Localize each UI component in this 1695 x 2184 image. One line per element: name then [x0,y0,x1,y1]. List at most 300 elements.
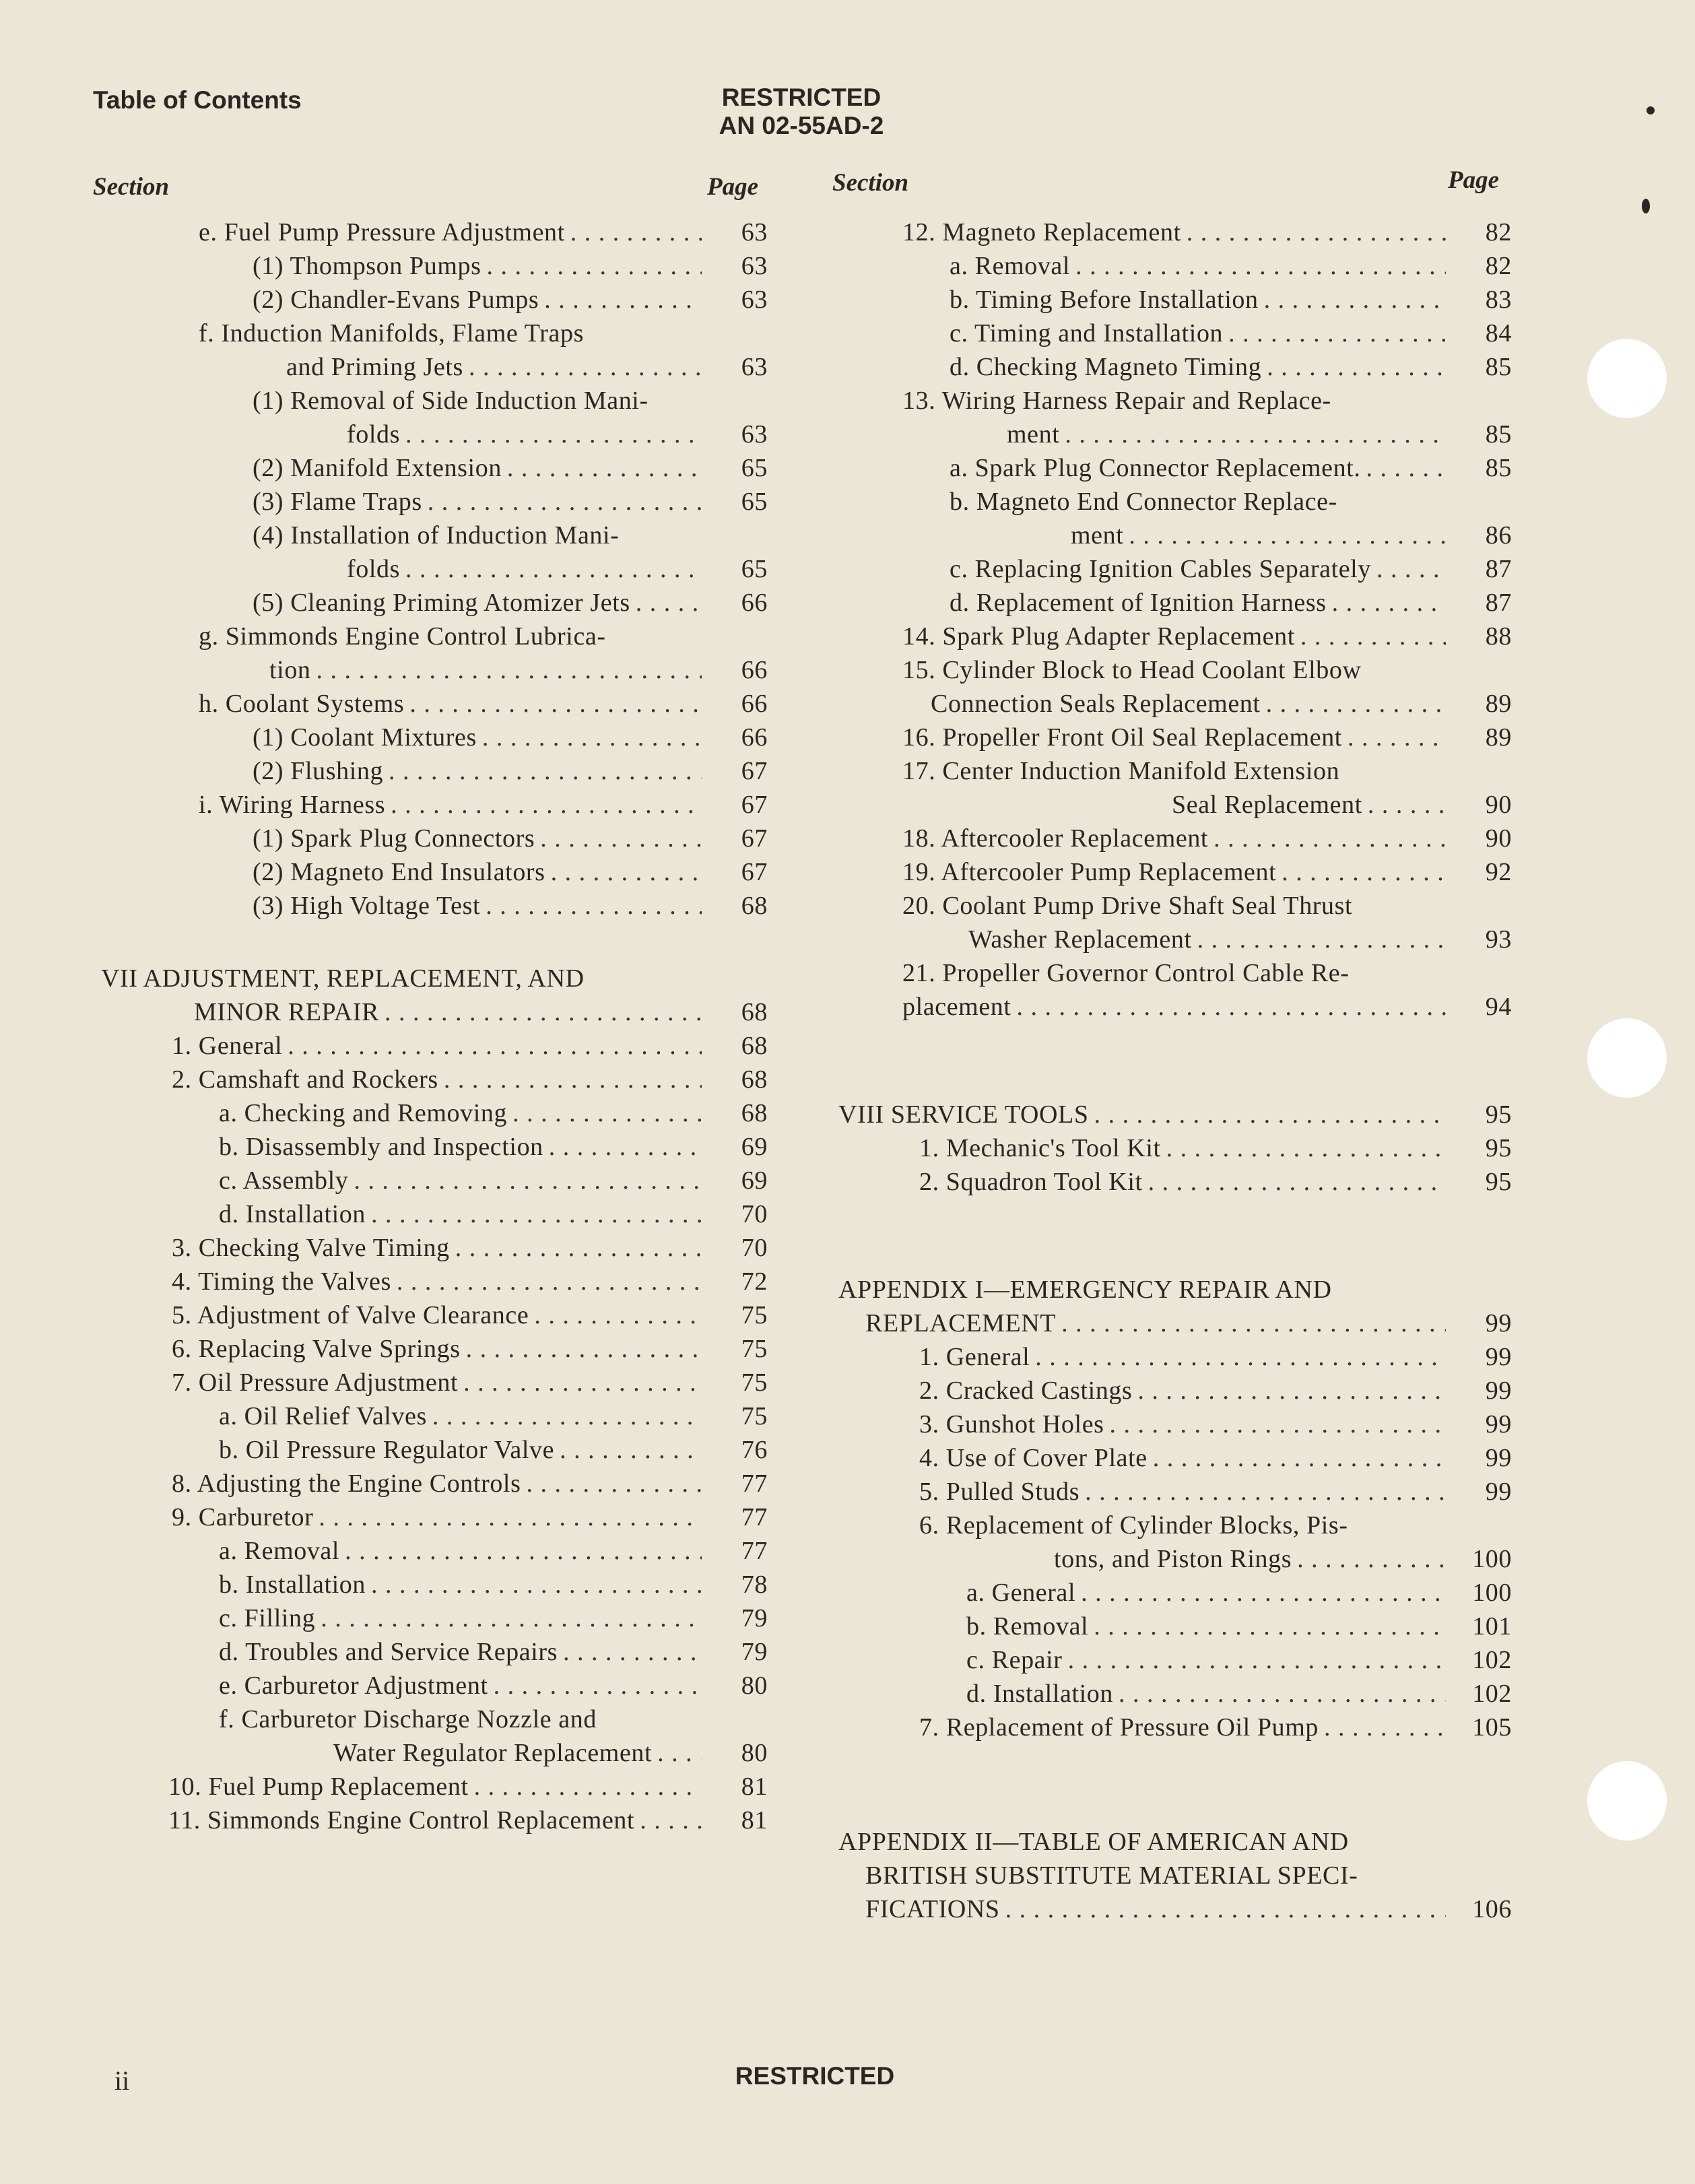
toc-entry-title: 3. Gunshot Holes [919,1410,1104,1438]
dot-leader [1376,552,1446,586]
dot-leader [397,1265,702,1298]
toc-entry-title: b. Disassembly and Inspection [219,1133,543,1161]
toc-entry-title: 4. Use of Cover Plate [919,1444,1148,1472]
toc-entry [838,552,1512,586]
toc-entry-title: g. Simmonds Engine Control Lubrica- [199,622,606,651]
toc-page-number: 63 [741,420,768,449]
toc-entry [838,216,1512,249]
dot-leader [1332,586,1446,620]
classification-header [673,84,929,140]
dot-leader [469,350,702,384]
toc-entry [101,1467,768,1500]
toc-page-number: 99 [1485,1309,1512,1337]
toc-page-number: 99 [1485,1377,1512,1405]
dot-leader [389,754,702,788]
dot-leader [321,1601,702,1635]
running-header-title: Table of Contents [93,86,302,114]
toc-entry-title: a. Removal [950,252,1071,280]
section-spacer [838,1199,1512,1273]
toc-page-number: 89 [1485,690,1512,718]
toc-entry [101,317,768,384]
toc-entry-title: APPENDIX I—EMERGENCY REPAIR AND [838,1276,1332,1304]
toc-entry [838,1098,1512,1131]
toc-entry-title: 5. Adjustment of Valve Clearance [172,1301,529,1329]
dot-leader [317,653,702,687]
dot-leader [1197,923,1446,956]
dot-leader [1228,317,1446,350]
toc-entry [838,317,1512,350]
dot-leader [1264,283,1446,317]
toc-page-number: 99 [1485,1478,1512,1506]
toc-page-number: 88 [1485,622,1512,651]
toc-entry-title: folds [347,555,400,583]
toc-entry-title: (1) Spark Plug Connectors [253,824,535,853]
section-spacer [838,1744,1512,1825]
toc-entry [101,1702,768,1770]
toc-page-number: 95 [1485,1168,1512,1196]
page-number: ii [114,2065,130,2096]
toc-page-number: 75 [741,1301,768,1329]
toc-entry-title: Seal Replacement [1172,791,1362,819]
dot-leader [319,1500,702,1534]
toc-entry-title: a. Removal [219,1537,340,1565]
toc-entry [101,1534,768,1568]
toc-page-number: 77 [741,1469,768,1498]
toc-entry [101,1500,768,1534]
toc-entry-title: (2) Chandler-Evans Pumps [253,286,539,314]
toc-page-number: 76 [741,1436,768,1464]
toc-entry [101,1770,768,1804]
document-number: AN 02-55AD-2 [719,112,884,139]
toc-page-number: 80 [741,1672,768,1700]
toc-entry-title: b. Removal [966,1612,1089,1641]
toc-entry-title: (1) Coolant Mixtures [253,723,477,752]
toc-page-number: 66 [741,656,768,684]
toc-entry [838,1711,1512,1744]
toc-entry [101,855,768,889]
toc-page-number: 63 [741,286,768,314]
toc-entry [101,1063,768,1096]
toc-entry-title: 2. Cracked Castings [919,1377,1133,1405]
toc-entry-title: tion [269,656,311,684]
toc-entry-title: (3) High Voltage Test [253,892,481,920]
toc-entry [101,721,768,754]
toc-page-number: 75 [741,1335,768,1363]
dot-leader [563,1635,702,1669]
toc-entry [838,1340,1512,1374]
toc-entry-title: Water Regulator Replacement [333,1739,653,1767]
toc-entry [101,620,768,687]
toc-entry [838,485,1512,552]
section-spacer [101,923,768,962]
dot-leader [371,1568,702,1601]
toc-page-number: 68 [741,998,768,1026]
dot-leader [1065,418,1446,451]
toc-entry [838,1408,1512,1441]
toc-entry [838,653,1512,721]
left-section-head: Section [93,173,170,201]
toc-entry-title: folds [347,420,400,449]
toc-page-number: 65 [741,555,768,583]
toc-entry-title: 18. Aftercooler Replacement [902,824,1209,853]
toc-entry [838,721,1512,754]
toc-page-number: 99 [1485,1444,1512,1472]
dot-leader [405,552,702,586]
toc-page-number: 99 [1485,1410,1512,1438]
toc-page-number: 67 [741,757,768,785]
toc-entry-title: 7. Oil Pressure Adjustment [172,1368,459,1397]
toc-page-number: 102 [1472,1646,1512,1674]
toc-page-number: 84 [1485,319,1512,348]
dot-leader [1075,249,1446,283]
dot-leader [1148,1165,1446,1199]
toc-entry [101,1298,768,1332]
toc-page-number: 85 [1485,420,1512,449]
dot-leader [1166,1131,1446,1165]
toc-entry-title: a. Spark Plug Connector Replacement. [950,454,1361,482]
toc-entry [101,1366,768,1399]
toc-entry-title: VII ADJUSTMENT, REPLACEMENT, AND [101,964,585,993]
toc-entry-title: 14. Spark Plug Adapter Replacement [902,622,1295,651]
toc-entry-title: d. Troubles and Service Repairs [219,1638,558,1666]
toc-entry-title: 6. Replacing Valve Springs [172,1335,461,1363]
dot-leader [1266,687,1446,721]
toc-entry-title: and Priming Jets [286,353,463,381]
toc-entry [838,1509,1512,1576]
toc-entry-title: (2) Magneto End Insulators [253,858,545,886]
toc-page-number: 87 [1485,589,1512,617]
toc-entry [838,1131,1512,1165]
dot-leader [466,1332,702,1366]
toc-page-number: 68 [741,1065,768,1094]
toc-entry-title: a. General [966,1579,1076,1607]
toc-entry-title: 20. Coolant Pump Drive Shaft Seal Thrust [902,892,1353,920]
dot-leader [345,1534,702,1568]
toc-entry-title: c. Assembly [219,1166,349,1195]
toc-entry [838,249,1512,283]
toc-page-number: 66 [741,723,768,752]
toc-entry-title: 21. Propeller Governor Control Cable Re- [902,959,1350,987]
toc-entry [101,1669,768,1702]
dot-leader [1282,855,1446,889]
toc-entry [101,1601,768,1635]
dot-leader [288,1029,702,1063]
toc-entry [838,1374,1512,1408]
toc-page-number: 95 [1485,1134,1512,1162]
dot-leader [534,1298,702,1332]
binder-hole [1587,1761,1667,1841]
toc-page-number: 78 [741,1570,768,1599]
toc-entry [838,1441,1512,1475]
toc-page-number: 105 [1472,1713,1512,1742]
dot-leader [1187,216,1446,249]
dot-leader [540,822,702,855]
dot-leader [549,1130,702,1164]
toc-page-number: 95 [1485,1100,1512,1129]
toc-entry [838,283,1512,317]
toc-page-number: 90 [1485,824,1512,853]
dot-leader [1094,1610,1446,1643]
toc-entry [101,1130,768,1164]
dot-leader [409,687,702,721]
dot-leader [1300,620,1446,653]
toc-entry [101,586,768,620]
footer-classification: RESTRICTED [735,2062,895,2090]
toc-entry [838,350,1512,384]
toc-left-column [101,216,768,1837]
toc-page-number: 66 [741,690,768,718]
toc-entry [101,283,768,317]
toc-entry-title: 19. Aftercooler Pump Replacement [902,858,1277,886]
toc-page-number: 66 [741,589,768,617]
toc-entry [838,855,1512,889]
dot-leader [1094,1098,1446,1131]
toc-entry-title: (2) Flushing [253,757,384,785]
toc-entry-title: 2. Squadron Tool Kit [919,1168,1143,1196]
dot-leader [1005,1892,1446,1926]
toc-entry-title: 10. Fuel Pump Replacement [168,1773,469,1801]
toc-page-number: 77 [741,1503,768,1531]
toc-entry-title: c. Filling [219,1604,316,1632]
toc-entry-title: 5. Pulled Studs [919,1478,1080,1506]
toc-entry-title: VIII SERVICE TOOLS [838,1100,1089,1129]
toc-page-number: 67 [741,858,768,886]
dot-leader [1068,1643,1446,1677]
toc-entry-title: 6. Replacement of Cylinder Blocks, Pis- [919,1511,1348,1540]
toc-entry [101,822,768,855]
left-page-head: Page [707,173,759,201]
toc-page-number: 65 [741,454,768,482]
dot-leader [1081,1576,1446,1610]
toc-entry-title: 7. Replacement of Pressure Oil Pump [919,1713,1319,1742]
toc-page-number: 101 [1472,1612,1512,1641]
toc-page-number: 92 [1485,858,1512,886]
toc-page-number: 80 [741,1739,768,1767]
toc-entry [838,1165,1512,1199]
toc-page-number: 81 [741,1806,768,1834]
toc-entry-title: 4. Timing the Valves [172,1267,391,1296]
toc-entry-title: (4) Installation of Induction Mani- [253,521,620,550]
dot-leader [354,1164,702,1197]
right-page-head: Page [1448,166,1500,194]
dot-leader [526,1467,702,1500]
toc-page-number: 82 [1485,218,1512,246]
toc-entry [101,1568,768,1601]
dot-leader [1153,1441,1446,1475]
toc-entry [838,586,1512,620]
toc-page-number: 67 [741,791,768,819]
toc-entry-title: 1. Mechanic's Tool Kit [919,1134,1161,1162]
toc-entry-title: e. Fuel Pump Pressure Adjustment [199,218,565,246]
toc-entry-title: h. Coolant Systems [199,690,405,718]
toc-entry-title: MINOR REPAIR [194,998,380,1026]
toc-page-number: 106 [1472,1895,1512,1923]
dot-leader [1324,1711,1446,1744]
toc-entry-title: 16. Propeller Front Oil Seal Replacement [902,723,1342,752]
classification-label: RESTRICTED [721,84,882,111]
right-section-head: Section [832,169,909,197]
toc-page-number: 83 [1485,286,1512,314]
dot-leader [486,889,702,923]
toc-entry-title: 15. Cylinder Block to Head Coolant Elbow [902,656,1362,684]
binder-hole [1587,1018,1667,1098]
dot-leader [560,1433,702,1467]
toc-entry-title: BRITISH SUBSTITUTE MATERIAL SPECI- [865,1861,1358,1890]
toc-entry [838,822,1512,855]
toc-page-number: 77 [741,1537,768,1565]
toc-page-number: 89 [1485,723,1512,752]
dot-leader [1348,721,1446,754]
dot-leader [494,1669,702,1702]
dot-leader [507,451,702,485]
toc-entry-title: (5) Cleaning Priming Atomizer Jets [253,589,630,617]
toc-entry-title: d. Installation [219,1200,366,1228]
toc-entry-title: 1. General [919,1343,1030,1371]
toc-entry-title: c. Replacing Ignition Cables Separately [950,555,1371,583]
dot-leader [1129,519,1446,552]
toc-entry [838,956,1512,1024]
toc-entry-title: b. Installation [219,1570,366,1599]
toc-page-number: 75 [741,1402,768,1430]
toc-entry-title: REPLACEMENT [865,1309,1057,1337]
section-spacer [838,1024,1512,1098]
toc-page-number: 85 [1485,454,1512,482]
toc-page-number: 85 [1485,353,1512,381]
toc-page-number: 68 [741,1099,768,1127]
toc-page-number: 100 [1472,1545,1512,1573]
toc-entry [838,620,1512,653]
toc-page-number: 67 [741,824,768,853]
toc-entry [101,1804,768,1837]
toc-page-number: 63 [741,353,768,381]
dot-leader [428,485,702,519]
toc-entry-title: 8. Adjusting the Engine Controls [172,1469,521,1498]
toc-entry [101,384,768,451]
toc-entry-title: b. Magneto End Connector Replace- [950,488,1337,516]
toc-entry-title: 9. Carburetor [172,1503,314,1531]
toc-entry [838,1273,1512,1340]
toc-entry-title: 12. Magneto Replacement [902,218,1181,246]
toc-entry-title: 3. Checking Valve Timing [172,1234,450,1262]
dot-leader [1119,1677,1446,1711]
toc-entry [101,889,768,923]
toc-page-number: 90 [1485,791,1512,819]
toc-entry-title: f. Induction Manifolds, Flame Traps [199,319,584,348]
toc-entry [101,1164,768,1197]
dot-leader [1297,1542,1446,1576]
toc-entry-title: a. Checking and Removing [219,1099,508,1127]
toc-entry-title: APPENDIX II—TABLE OF AMERICAN AND [838,1828,1349,1856]
toc-entry [101,1433,768,1467]
toc-page-number: 82 [1485,252,1512,280]
toc-entry-title: d. Installation [966,1680,1113,1708]
toc-entry-title: (1) Thompson Pumps [253,252,481,280]
toc-entry [838,1677,1512,1711]
dot-leader [371,1197,702,1231]
ink-speck [1642,199,1650,213]
toc-page-number: 70 [741,1234,768,1262]
toc-entry [101,1399,768,1433]
toc-entry-title: FICATIONS [865,1895,1000,1923]
toc-entry [838,1825,1512,1926]
toc-entry [101,1096,768,1130]
toc-entry [101,249,768,283]
dot-leader [432,1399,702,1433]
toc-entry [838,754,1512,822]
toc-page-number: 86 [1485,521,1512,550]
toc-entry-title: ment [1007,420,1060,449]
dot-leader [640,1804,702,1837]
dot-leader [486,249,702,283]
toc-entry-title: c. Timing and Installation [950,319,1224,348]
toc-entry [101,1029,768,1063]
toc-entry [838,1643,1512,1677]
toc-page-number: 94 [1485,993,1512,1021]
dot-leader [1366,451,1446,485]
toc-entry-title: b. Timing Before Installation [950,286,1259,314]
toc-entry-title: (2) Manifold Extension [253,454,502,482]
toc-entry-title: d. Replacement of Ignition Harness [950,589,1327,617]
toc-page-number: 93 [1485,925,1512,954]
toc-entry [838,451,1512,485]
dot-leader [1061,1306,1446,1340]
toc-page-number: 87 [1485,555,1512,583]
dot-leader [1035,1340,1446,1374]
toc-page-number: 100 [1472,1579,1512,1607]
toc-entry-title: placement [902,993,1011,1021]
toc-entry-title: d. Checking Magneto Timing [950,353,1262,381]
toc-entry-title: 1. General [172,1032,283,1060]
toc-entry [101,216,768,249]
ink-speck [1647,106,1655,114]
dot-leader [1110,1408,1446,1441]
toc-entry [101,687,768,721]
toc-entry-title: 13. Wiring Harness Repair and Replace- [902,387,1331,415]
toc-entry-title: a. Oil Relief Valves [219,1402,427,1430]
toc-entry-title: 11. Simmonds Engine Control Replacement [168,1806,635,1834]
toc-entry [838,889,1512,956]
dot-leader [1137,1374,1446,1408]
toc-entry [101,1197,768,1231]
toc-entry [101,1265,768,1298]
dot-leader [1368,788,1446,822]
toc-page-number: 102 [1472,1680,1512,1708]
dot-leader [636,586,702,620]
toc-page-number: 69 [741,1133,768,1161]
toc-entry [101,754,768,788]
toc-entry [101,1332,768,1366]
toc-page-number: 81 [741,1773,768,1801]
dot-leader [551,855,702,889]
dot-leader [544,283,702,317]
dot-leader [482,721,702,754]
toc-entry [101,519,768,586]
toc-entry-title: b. Oil Pressure Regulator Valve [219,1436,555,1464]
toc-entry [838,1576,1512,1610]
toc-page-number: 79 [741,1604,768,1632]
toc-entry-title: Connection Seals Replacement [931,690,1261,718]
toc-page-number: 70 [741,1200,768,1228]
dot-leader [444,1063,702,1096]
toc-entry [101,788,768,822]
toc-entry-title: (3) Flame Traps [253,488,422,516]
toc-entry-title: tons, and Piston Rings [1054,1545,1292,1573]
toc-page-number: 75 [741,1368,768,1397]
toc-entry-title: c. Repair [966,1646,1063,1674]
toc-page-number: 63 [741,218,768,246]
toc-entry-title: 2. Camshaft and Rockers [172,1065,438,1094]
dot-leader [474,1770,702,1804]
